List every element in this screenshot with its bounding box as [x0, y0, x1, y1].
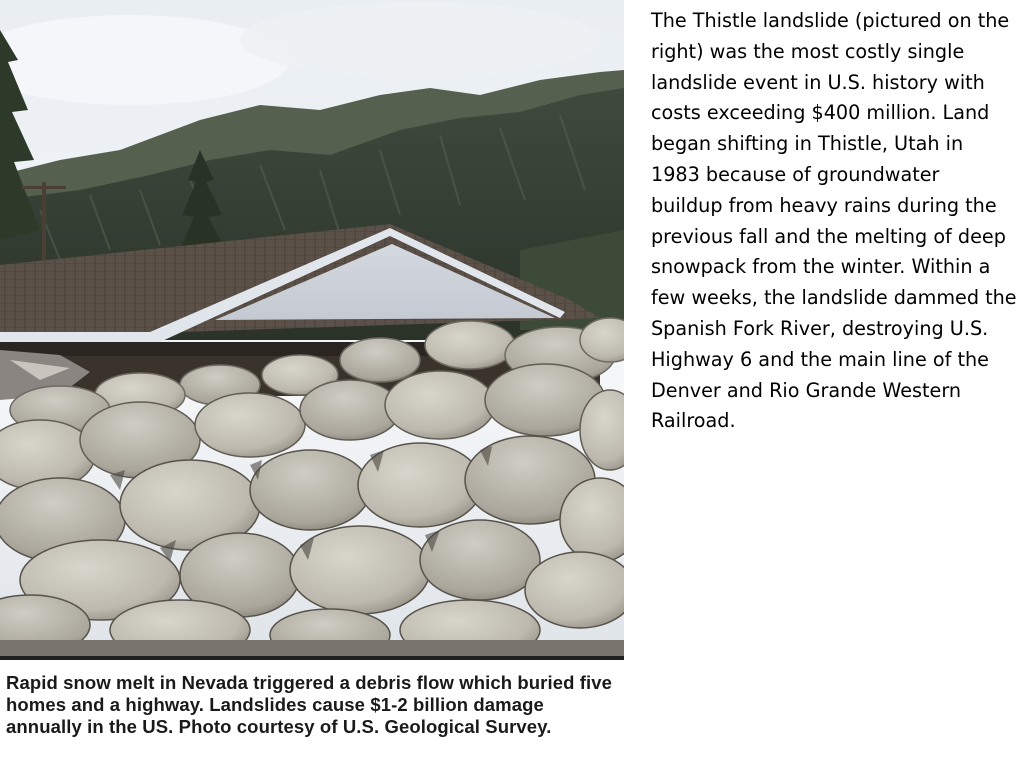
photo-caption: Rapid snow melt in Nevada triggered a debris flow which buried five homes and a highway. Landslides cause $1-2 billion damage annually in the US. Photo courtesy of U.S. Geological Survey. — [6, 672, 613, 737]
photo-divider — [0, 656, 624, 660]
slide-body-text: The Thistle landslide (pictured on the right) was the most costly single landslide event in U.S. history with costs exceeding $400 million. Land began shifting in Thistle, Utah in 1983 because of groundwater buildup from heavy rains during the previous fall and the melting of deep snowpack from the winter. Within a few weeks, the landslide dammed the Spanish Fork River, destroying U.S. Highway 6 and the main line of the Denver and Rio Grande Western Railroad. — [651, 9, 1017, 433]
